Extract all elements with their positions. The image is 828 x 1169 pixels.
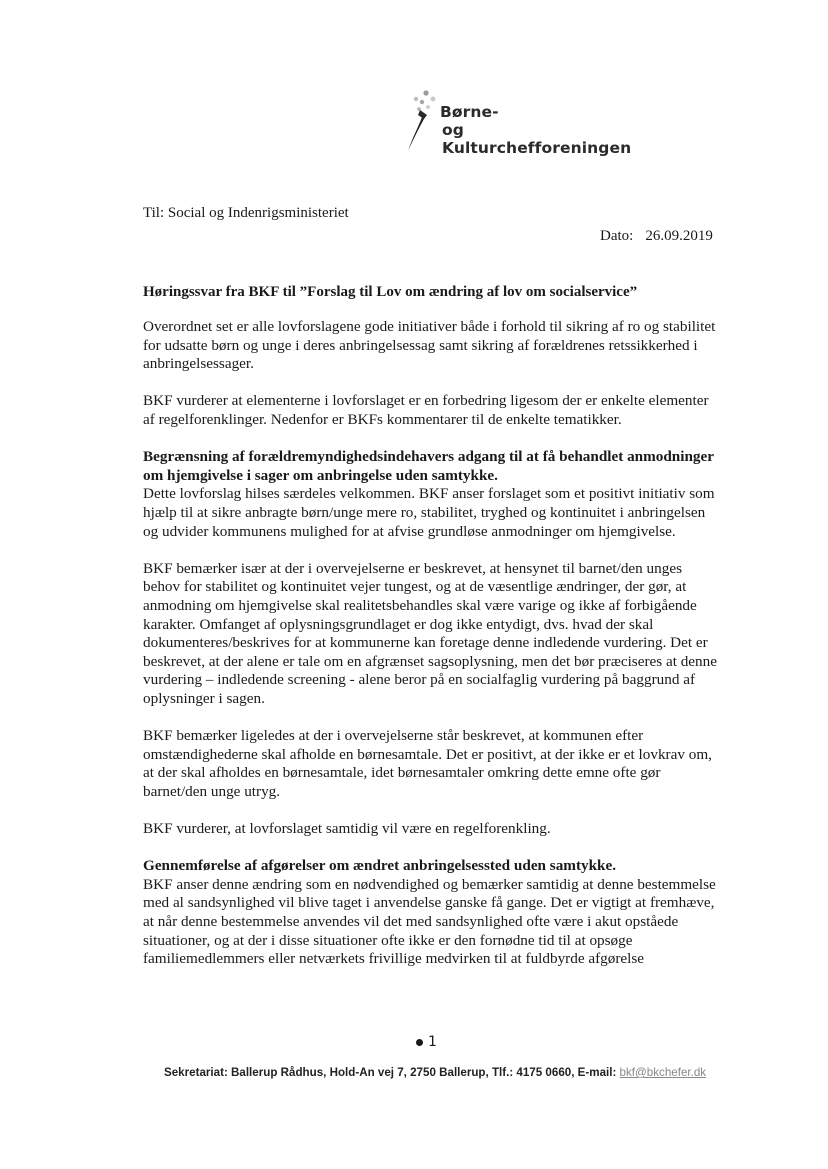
section-1-paragraph-2: BKF bemærker især at der i overvejelserne er beskrevet, at hensynet til barnet/den unges behov for stabilitet og kontinuitet vejer tungest, og at de væsentlige ændringer, der gør, at anmodning om hjemgivelse skal realitetsbehandles skal være varige og ikke af forbigående karakter. Omfanget af oplysningsgrundlaget er dog ikke entydigt, dvs. hvad der skal dokumenteres/beskrives for at kommunerne kan foretage denne indledende vurdering. Det er beskrevet, at der alene er tale om en afgrænset sagsoplysning, men det bør præciseres at denne vurdering – indledende screening - alene beror på en socialfaglig vurdering på baggrund af oplysninger i sagen. <box>143 559 717 707</box>
page-number-value: 1 <box>428 1034 437 1050</box>
section-2 <box>143 857 719 969</box>
section-1-intro: Dette lovforslag hilses særdeles velkommen. BKF anser forslaget som et positivt initiativ som hjælp til at sikre anbragte børn/unge mere ro, stabilitet, tryghed og kontinuitet i anbringelsen og udvider kommunens mulighed for at afvise grundløse anmodninger om hjemgivelse. <box>143 485 715 540</box>
section-1 <box>143 448 719 541</box>
footer <box>164 1066 706 1079</box>
paragraph-overview: Overordnet set er alle lovforslagene gode initiativer både i forhold til sikring af ro og stabilitet for udsatte børn og unge i deres anbringelsessag samt sikring af forældrenes retssikkerhed i anbringelsessager. <box>143 318 716 373</box>
logo-text <box>440 103 643 157</box>
date-value: 26.09.2019 <box>645 228 713 244</box>
section-1-heading: Begrænsning af forældremyndighedsindehavers adgang til at få behandlet anmodninger om hjemgivelse i sager om anbringelse uden samtykke. <box>143 448 714 484</box>
date-line <box>600 228 713 245</box>
bullet-icon <box>416 1039 423 1046</box>
document-title: Høringssvar fra BKF til ”Forslag til Lov om ændring af lov om socialservice” <box>143 284 638 300</box>
section-1-paragraph-3: BKF bemærker ligeledes at der i overvejelserne står beskrevet, at kommunen efter omstændighederne skal afholde en børnesamtale. Det er positivt, at der ikke er et lovkrav om, at der skal afholdes en børnesamtale, idet børnesamtaler omkring dette emne ofte gør barnet/den unge utryg. <box>143 727 712 800</box>
section-2-heading: Gennemførelse af afgørelser om ændret anbringelsessted uden samtykke. <box>143 857 617 875</box>
organization-logo <box>403 88 643 158</box>
date-label: Dato: <box>600 228 634 244</box>
footer-address: Sekretariat: Ballerup Rådhus, Hold-An vej 7, 2750 Ballerup, Tlf.: 4175 0660, E-mail: <box>164 1066 620 1079</box>
recipient-line: Til: Social og Indenrigsministeriet <box>143 205 349 221</box>
section-2-text: BKF anser denne ændring som en nødvendighed og bemærker samtidig at denne bestemmelse med al sandsynlighed vil blive taget i anvendelse ganske få gange. Det er vigtigt at fremhæve, at når denne bestemmelse anvendes vil det med sandsynlighed ofte være i akut opståede situationer, og at der i disse situationer ofte ikke er den fornødne tid til at opsøge familiemedlemmers eller netværkets frivillige medvirken til at fuldbyrde afgørelse <box>143 875 716 968</box>
section-1-paragraph-4: BKF vurderer, at lovforslaget samtidig vil være en regelforenkling. <box>143 820 551 838</box>
document-body <box>143 318 719 987</box>
logo-figure-icon <box>403 88 439 154</box>
paragraph-assessment: BKF vurderer at elementerne i lovforslaget er en forbedring ligesom der er enkelte elementer af regelforenklinger. Nedenfor er BKFs kommentarer til de enkelte tematikker. <box>143 392 709 428</box>
logo-line-2: og Kulturchefforeningen <box>442 121 632 157</box>
logo-line-1: Børne- <box>440 103 499 121</box>
footer-email-link[interactable]: bkf@bkchefer.dk <box>619 1066 707 1079</box>
page-number <box>416 1034 437 1050</box>
